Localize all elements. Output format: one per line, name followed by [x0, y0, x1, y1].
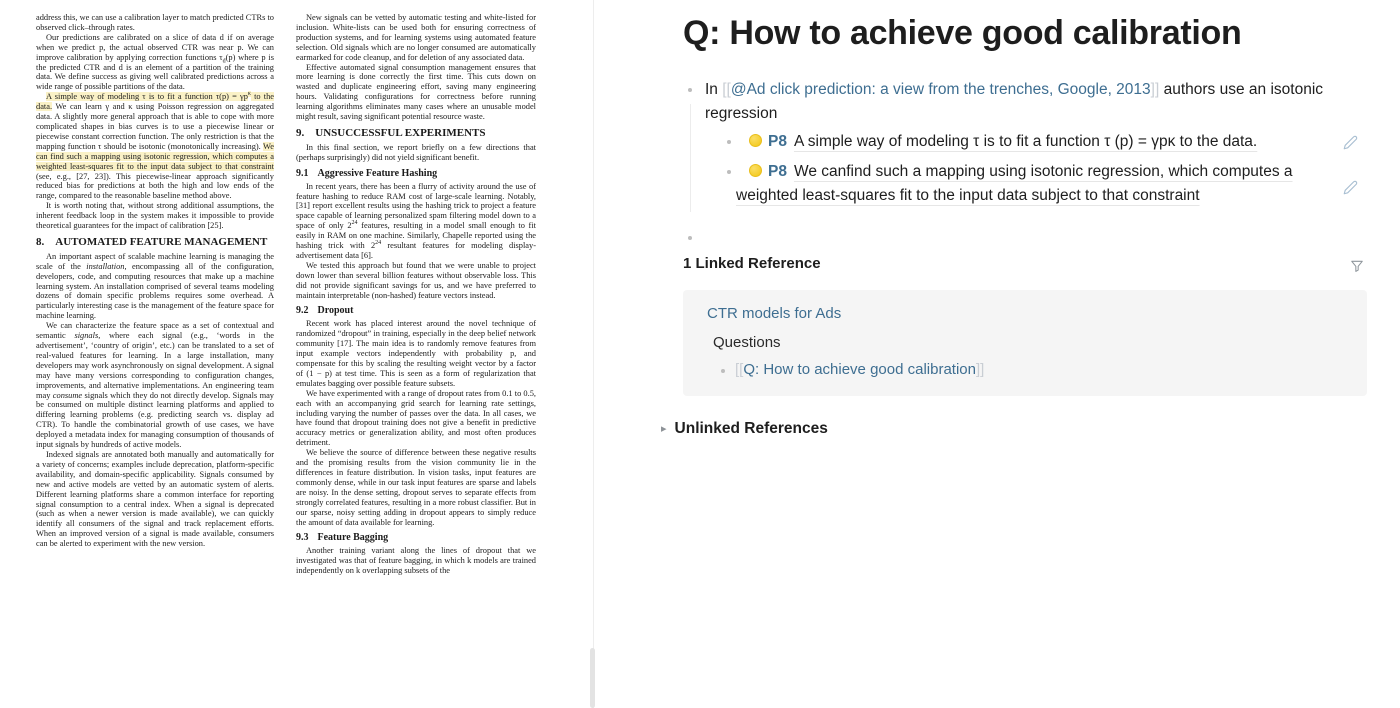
- pdf-paragraph: We can characterize the feature space as a set of contextual and semantic signals, where each signal (e.g., ‘words in the advertisement’, ‘country of origin’, etc.) can be translated to a set of real-valued features for learning. In a large installation, many developers may work asynchronously on signal development. A signal may have many versions corresponding to configuration changes, improvements, and alternative implementations. An engineering team may consume signals which they do not directly develop. Signals may be consumed on multiple distinct learning platforms and applied to differing learning problems (e.g. predicting search vs. display ad CTR). To handle the combinatorial growth of use cases, we have deployed a metadata index for managing consumption of thousands of input signals by hundreds of active models.: [36, 321, 274, 450]
- pdf-paragraph: In recent years, there has been a flurry of activity around the use of feature hashing to reduce RAM cost of large-scale learning. Notably, [31] report excellent results using the hashing trick to project a feature space capable of learning personalized spam filtering model down to a space of only $2^{24}$ features, resulting in a model small enough to fit easily in RAM on one machine. Similarly, Chapelle reported using the hashing trick with $2^{24}$ resultant features for modeling display-advertisement data [6].: [296, 181, 536, 260]
- reference-item: [735, 360, 984, 380]
- wikilink-close-bracket: ]]: [1150, 81, 1160, 98]
- pdf-section-heading: 9. UNSUCCESSFUL EXPERIMENTS: [296, 126, 486, 139]
- quote-item: [736, 128, 1359, 158]
- quote-item: [736, 158, 1359, 212]
- page-ref-link[interactable]: P8: [768, 133, 787, 150]
- indent-guide: [690, 104, 691, 212]
- pdf-paragraph: An important aspect of scalable machine learning is managing the scale of the installation, encompassing all of the configuration, developers, code, and computing resources that make up a machine learning system. An installation comprised of several teams modeling dozens of domain specific problems requires some overhead. A particularly interesting case is the management of the feature space for machine learning.: [36, 251, 274, 321]
- bullet-dot: [727, 170, 731, 174]
- pdf-column-2: [296, 13, 536, 576]
- intro-post: authors use an isotonic regression: [705, 81, 1324, 122]
- highlight-color-icon: [749, 134, 762, 147]
- bullet-dot: [688, 88, 692, 92]
- quote-text[interactable]: We canfind such a mapping using isotonic regression, which computes a weighted least-squares fit to the input data subject to that constraint: [736, 163, 1293, 204]
- list-item-intro: [683, 78, 1359, 212]
- edit-pencil-icon[interactable]: [1343, 134, 1359, 150]
- pdf-section-heading: 9.1 Aggressive Feature Hashing: [296, 167, 438, 179]
- reference-section-label: Questions: [713, 334, 781, 351]
- pdf-paragraph: Our predictions are calibrated on a slice of data d if on average when we predict p, the actual observed CTR was near p. We can improve calibration by applying correction functions $\tau_d(p)$ where p is the predicted CTR and d is an element of a partition of the training data. We define success as giving well calibrated predictions across a wide range of possible partitions of the data.: [36, 32, 274, 92]
- citation-link[interactable]: @Ad click prediction: a view from the trenches, Google, 2013: [730, 81, 1151, 98]
- pdf-paragraph: We tested this approach but found that we were unable to project down lower than several billion features without observable loss. This did not provide significant savings for us, and we have preferred to maintain interpretable (non-hashed) feature vectors instead.: [296, 260, 536, 300]
- pdf-column-1: [36, 13, 274, 549]
- pdf-paragraph: In this final section, we report briefly on a few directions that (perhaps surprisingly) did not yield significant benefit.: [296, 142, 536, 162]
- pdf-paragraph: Another training variant along the lines of dropout that we investigated was that of feature bagging, in which k models are trained independently on k overlapping subsets of the: [296, 546, 536, 576]
- pdf-paragraph: A simple way of modeling τ is to fit a function $\tau(p) = \gamma p^\kappa$ to the data. We can learn γ and κ using Poisson regression on aggregated data. A slightly more general approach that is able to cope with more complicated shapes in bias curves is to use a piecewise linear or piecewise constant correction function. The only restriction is that the mapping function τ should be isotonic (monotonically increasing). We can find such a mapping using isotonic regression, which computes a weighted least-squares fit to the input data subject to that constraint (see, e.g., [27, 23]). This piecewise-linear approach significantly reduced bias for predictions at both the high and low ends of the range, compared to the reasonable baseline method above.: [36, 91, 274, 201]
- pane-divider[interactable]: [593, 0, 594, 708]
- unlinked-references-label: Unlinked References: [674, 420, 828, 437]
- reference-source-link[interactable]: CTR models for Ads: [707, 305, 842, 322]
- wikilink-open-bracket: [[: [722, 81, 731, 98]
- unlinked-references-toggle[interactable]: [661, 420, 828, 438]
- pdf-section-heading: 9.3 Feature Bagging: [296, 532, 389, 544]
- bullet-dot: [721, 369, 725, 373]
- pdf-paragraph: Effective automated signal consumption management ensures that more learning is done correctly the first time. This cuts down on wasted and duplicate engineering effort, saving many engineering hours. Validating configurations for correctness before running learning algorithms eliminates many cases where an unusable model might result, saving significant potential resource waste.: [296, 62, 536, 122]
- quote-text[interactable]: A simple way of modeling τ is to fit a function τ (p) = γpκ to the data.: [793, 133, 1258, 150]
- note-outline: [683, 78, 1359, 250]
- intro-pre: In: [705, 81, 723, 98]
- page-ref-link[interactable]: P8: [768, 163, 787, 180]
- pdf-highlight[interactable]: to the data.: [36, 92, 274, 112]
- collapse-chevron-icon: ▸: [661, 422, 667, 435]
- edit-pencil-icon[interactable]: [1343, 179, 1359, 195]
- pdf-highlight[interactable]: A simple way of modeling τ is to fit a function τ(p) = γp: [46, 92, 248, 102]
- highlight-color-icon: [749, 164, 762, 177]
- pdf-highlight[interactable]: κ: [247, 91, 251, 98]
- linked-reference-card[interactable]: [683, 290, 1367, 396]
- pdf-highlight[interactable]: We can find such a mapping using isotonic regression, which computes a weighted least-squares fit to the input data subject to that constraint: [36, 141, 274, 171]
- pdf-paragraph: address this, we can use a calibration layer to match predicted CTRs to observed click–through rates.: [36, 13, 274, 32]
- linked-references-header: 1 Linked Reference: [683, 255, 821, 272]
- page-title: Q: How to achieve good calibration: [683, 14, 1242, 52]
- pdf-paragraph: New signals can be vetted by automatic testing and white-listed for inclusion. White-lists can be used both for ensuring correctness of production systems, and for learning systems using automated feature selection. Old signals which are no longer consumed are automatically earmarked for code cleanup, and for deletion of any associated data.: [296, 13, 536, 62]
- pdf-section-heading: 9.2 Dropout: [296, 305, 354, 317]
- quote-sub-list: [736, 128, 1359, 212]
- pdf-section-heading: 8. AUTOMATED FEATURE MANAGEMENT: [36, 235, 268, 248]
- pdf-paragraph: Recent work has placed interest around the novel technique of randomized “dropout” in training, especially in the deep belief network community [17]. The main idea is to randomly remove features from input example vectors independently with probability p, and compensate for this by scaling the resulting weight vector by a factor of (1 − p) at test time. This is seen as a form of regularization that emulates bagging over possible feature subsets.: [296, 319, 536, 388]
- wikilink-open-bracket: [[: [735, 361, 744, 378]
- reference-backlink[interactable]: Q: How to achieve good calibration: [743, 361, 976, 378]
- pdf-paragraph: It is worth noting that, without strong additional assumptions, the inherent feedback loop in the system makes it impossible to provide theoretical guarantees for the impact of calibration [25].: [36, 201, 274, 231]
- pdf-paragraph: Indexed signals are annotated both manually and automatically for a variety of concerns; examples include deprecation, platform-specific availability, and domain-specific applicability. Signals consumed by new and active models are vetted by an automatic system of alerts. Different learning platforms share a common interface for reporting signal consumption to a central index. When a signal is deprecated (such as when a newer version is made available), we can quickly identify all consumers of the signal and track replacement efforts. When an improved version of a signal is made available, consumers can be alerted to experiment with the new version.: [36, 449, 274, 549]
- filter-icon[interactable]: [1350, 258, 1366, 274]
- pdf-viewer-pane[interactable]: [0, 0, 593, 708]
- pdf-paragraph: We believe the source of difference between these negative results and the promising results from the vision community lie in the differences in feature distribution. In vision tasks, input features are commonly dense, while in our task input features are sparse and labels are noisy. In the dense setting, dropout serves to separate effects from strongly correlated features, resulting in a more robust classifier. But in our sparse, noisy setting adding in dropout appears to simply reduce the amount of data available for learning.: [296, 448, 536, 527]
- list-item-empty[interactable]: [683, 226, 1359, 250]
- wikilink-close-bracket: ]]: [975, 361, 985, 378]
- pdf-paragraph: We have experimented with a range of dropout rates from 0.1 to 0.5, each with an accompanying grid search for learning rate settings, including varying the number of passes over the data. In all cases, we have found that dropout training does not give a benefit in predictive accuracy metrics or generalization ability, and most often produces detriment.: [296, 388, 536, 448]
- bullet-dot: [688, 236, 692, 240]
- note-pane: [595, 0, 1400, 708]
- bullet-dot: [727, 140, 731, 144]
